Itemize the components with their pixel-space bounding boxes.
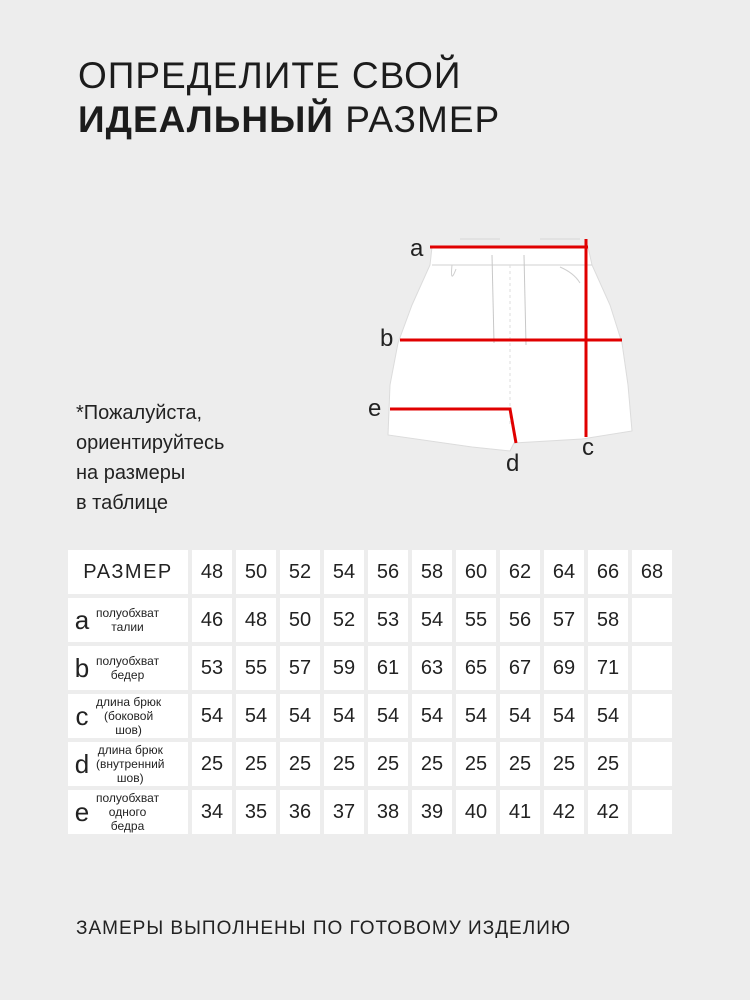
measure-description-line: бедер xyxy=(110,668,145,682)
value-cell: 39 xyxy=(412,790,452,834)
value-cell: 54 xyxy=(236,694,276,738)
value-cell: 34 xyxy=(192,790,232,834)
size-header-cell: 64 xyxy=(544,550,584,594)
size-table-body xyxy=(68,550,672,834)
value-cell: 59 xyxy=(324,646,364,690)
title-line-1: ОПРЕДЕЛИТЕ СВОЙ xyxy=(78,55,462,96)
note-line-3: на размеры xyxy=(76,462,186,484)
measure-description xyxy=(96,695,161,737)
value-cell: 54 xyxy=(280,694,320,738)
value-cell: 37 xyxy=(324,790,364,834)
label-c: c xyxy=(582,434,594,461)
size-header-cell: 56 xyxy=(368,550,408,594)
value-cell: 42 xyxy=(588,790,628,834)
size-header-cell: 58 xyxy=(412,550,452,594)
value-cell: 54 xyxy=(368,694,408,738)
value-cell: 53 xyxy=(368,598,408,642)
row-label-cell xyxy=(68,790,188,834)
row-label-cell xyxy=(68,694,188,738)
size-header-cell: 62 xyxy=(500,550,540,594)
measure-letter: e xyxy=(74,797,90,827)
measure-description xyxy=(96,606,159,634)
measure-description-line: длина брюк xyxy=(97,743,163,757)
size-header-cell: 68 xyxy=(632,550,672,594)
table-row xyxy=(68,694,672,738)
row-label-cell xyxy=(68,598,188,642)
page-title xyxy=(78,54,500,142)
label-e: e xyxy=(368,395,382,422)
table-header-row xyxy=(68,550,672,594)
value-cell: 48 xyxy=(236,598,276,642)
label-a: a xyxy=(410,235,424,262)
row-label-cell xyxy=(68,646,188,690)
value-cell: 61 xyxy=(368,646,408,690)
value-cell: 35 xyxy=(236,790,276,834)
row-label-cell xyxy=(68,742,188,786)
size-header-cell: 60 xyxy=(456,550,496,594)
value-cell: 54 xyxy=(588,694,628,738)
value-cell: 54 xyxy=(456,694,496,738)
table-row xyxy=(68,598,672,642)
value-cell: 67 xyxy=(500,646,540,690)
size-table xyxy=(64,546,676,838)
value-cell: 36 xyxy=(280,790,320,834)
measure-description xyxy=(96,743,165,785)
value-cell: 41 xyxy=(500,790,540,834)
table-row xyxy=(68,790,672,834)
note-line-2: ориентируйтесь xyxy=(76,432,225,454)
value-cell: 25 xyxy=(588,742,628,786)
measure-description xyxy=(96,791,159,833)
value-cell: 57 xyxy=(280,646,320,690)
measure-description-line: длина брюк xyxy=(96,695,162,709)
value-cell: 54 xyxy=(500,694,540,738)
size-note xyxy=(76,398,224,518)
value-cell: 25 xyxy=(280,742,320,786)
measure-letter: a xyxy=(74,605,90,635)
measure-letter: d xyxy=(74,749,90,779)
value-cell: 58 xyxy=(588,598,628,642)
measure-description-line: полуобхват xyxy=(96,791,160,805)
value-cell: 55 xyxy=(236,646,276,690)
value-cell: 69 xyxy=(544,646,584,690)
value-cell xyxy=(632,790,672,834)
value-cell: 71 xyxy=(588,646,628,690)
table-row xyxy=(68,742,672,786)
footer-note: ЗАМЕРЫ ВЫПОЛНЕНЫ ПО ГОТОВОМУ ИЗДЕЛИЮ xyxy=(76,918,572,939)
value-cell xyxy=(632,646,672,690)
value-cell: 38 xyxy=(368,790,408,834)
value-cell: 40 xyxy=(456,790,496,834)
value-cell: 54 xyxy=(544,694,584,738)
title-bold-word: ИДЕАЛЬНЫЙ xyxy=(78,99,334,140)
value-cell xyxy=(632,598,672,642)
value-cell xyxy=(632,694,672,738)
value-cell xyxy=(632,742,672,786)
table-header-label: РАЗМЕР xyxy=(68,550,188,594)
value-cell: 46 xyxy=(192,598,232,642)
value-cell: 55 xyxy=(456,598,496,642)
size-header-cell: 52 xyxy=(280,550,320,594)
value-cell: 53 xyxy=(192,646,232,690)
value-cell: 54 xyxy=(324,694,364,738)
measure-description-line: шов) xyxy=(115,723,142,737)
shorts-measurement-diagram xyxy=(360,225,640,485)
value-cell: 56 xyxy=(500,598,540,642)
size-header-cell: 48 xyxy=(192,550,232,594)
value-cell: 25 xyxy=(368,742,408,786)
value-cell: 54 xyxy=(412,694,452,738)
value-cell: 63 xyxy=(412,646,452,690)
value-cell: 54 xyxy=(412,598,452,642)
value-cell: 65 xyxy=(456,646,496,690)
measure-description xyxy=(96,654,159,682)
size-header-cell: 54 xyxy=(324,550,364,594)
table-row xyxy=(68,646,672,690)
value-cell: 25 xyxy=(500,742,540,786)
measure-description-line: шов) xyxy=(116,771,144,785)
value-cell: 25 xyxy=(456,742,496,786)
value-cell: 57 xyxy=(544,598,584,642)
label-d: d xyxy=(506,450,520,477)
title-line-2 xyxy=(78,98,500,142)
measure-description-line: (внутренний xyxy=(96,757,165,771)
measure-letter: b xyxy=(74,653,90,683)
size-header-cell: 50 xyxy=(236,550,276,594)
value-cell: 50 xyxy=(280,598,320,642)
value-cell: 25 xyxy=(192,742,232,786)
value-cell: 25 xyxy=(544,742,584,786)
measure-description-line: полуобхват xyxy=(96,654,160,668)
title-rest-word: РАЗМЕР xyxy=(345,99,501,140)
measure-description-line: полуобхват xyxy=(96,606,160,620)
measure-letter: c xyxy=(75,701,89,731)
note-line-1: *Пожалуйста, xyxy=(76,402,203,424)
value-cell: 25 xyxy=(236,742,276,786)
value-cell: 54 xyxy=(192,694,232,738)
size-header-cell: 66 xyxy=(588,550,628,594)
value-cell: 42 xyxy=(544,790,584,834)
value-cell: 25 xyxy=(324,742,364,786)
measure-description-line: талии xyxy=(111,620,144,634)
label-b: b xyxy=(380,325,394,352)
measure-description-line: (боковой xyxy=(103,709,154,723)
note-line-4: в таблице xyxy=(76,492,168,514)
value-cell: 52 xyxy=(324,598,364,642)
measure-description-line: одного xyxy=(108,805,147,819)
measure-description-line: бедра xyxy=(110,819,145,833)
value-cell: 25 xyxy=(412,742,452,786)
